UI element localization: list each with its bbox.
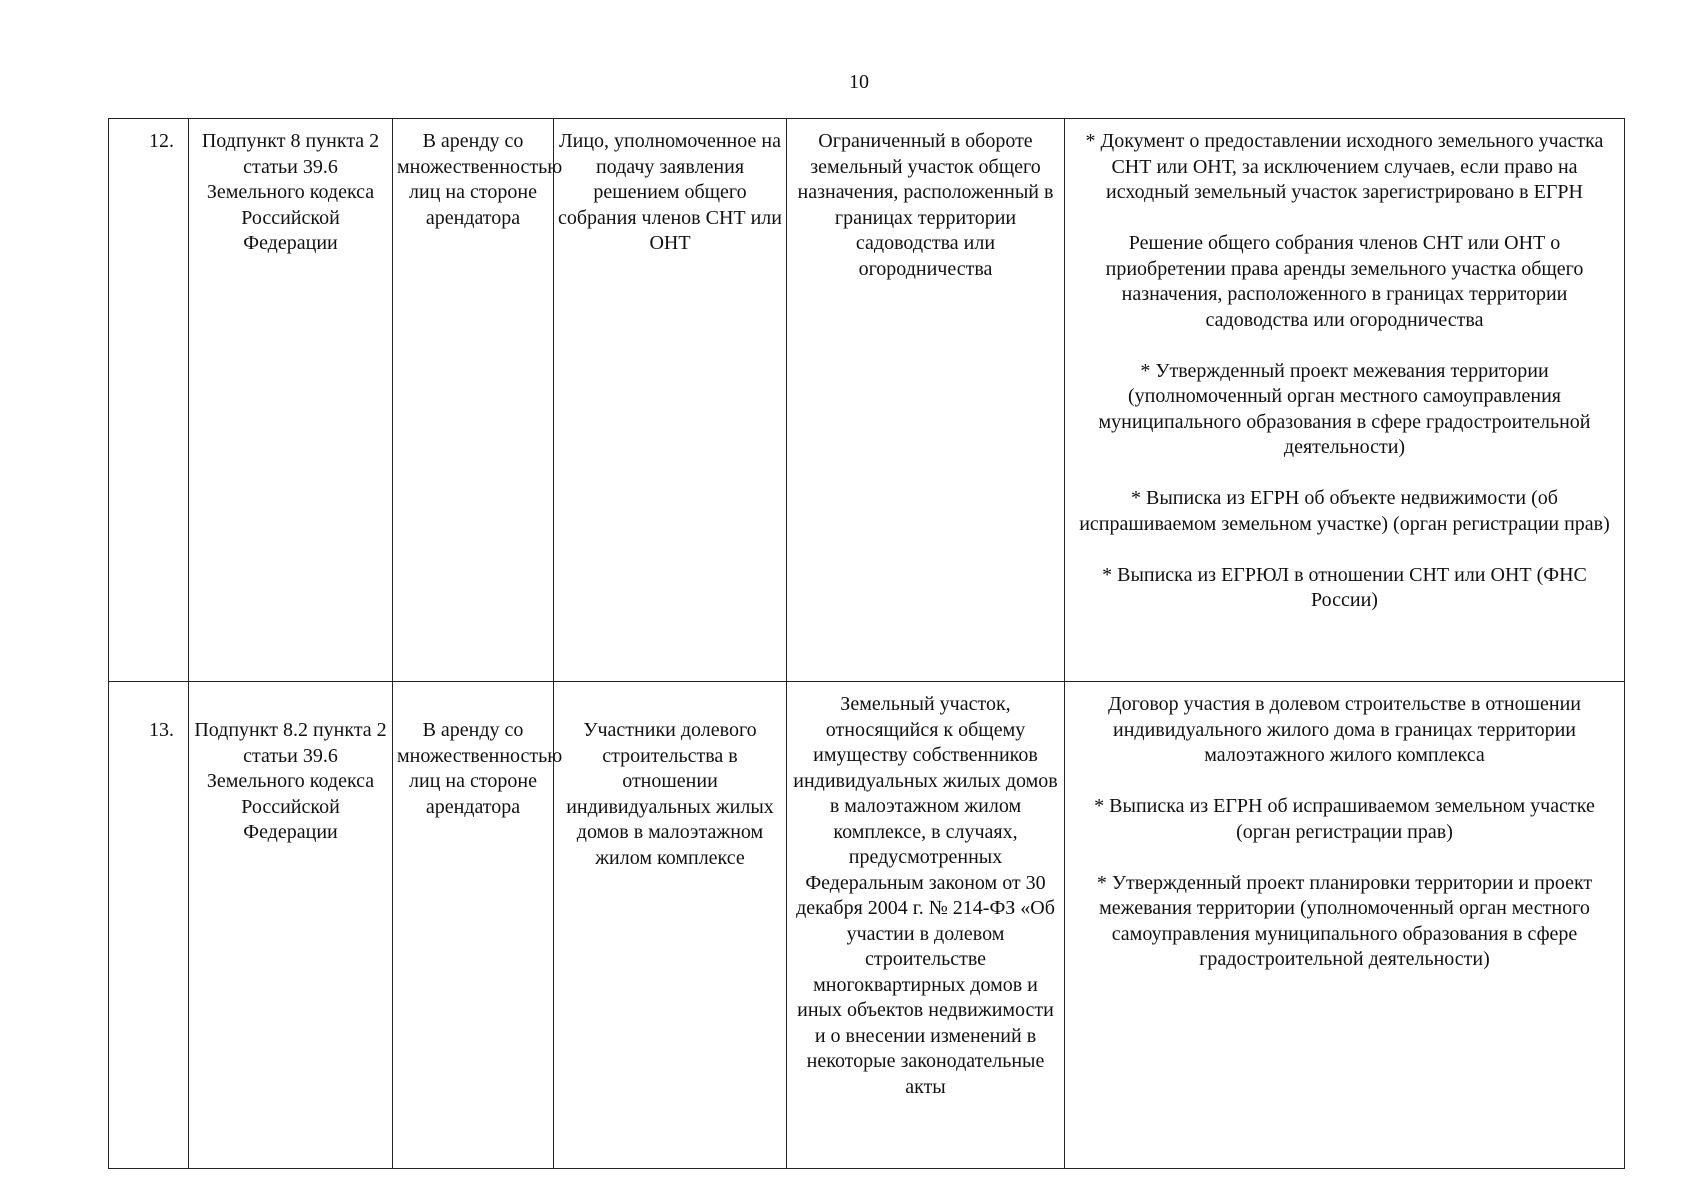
document-item: * Документ о предоставлении исходного земельного участка СНТ или ОНТ, за исключением случаев, если право на исходный земельный участок зарегистрировано в ЕГРН [1085,130,1604,203]
document-item: * Выписка из ЕГРЮЛ в отношении СНТ или ОНТ (ФНС России) [1102,563,1587,611]
grant-form-cell: В аренду со множественностью лиц на стороне арендатора [393,682,554,1169]
applicant-cell: Участники долевого строительства в отношении индивидуальных жилых домов в малоэтажном жилом комплексе [554,682,787,1169]
land-plot-cell: Ограниченный в обороте земельный участок общего назначения, расположенный в границах территории садоводства или огородничества [787,119,1065,682]
document-item: * Выписка из ЕГРН об объекте недвижимости (об испрашиваемом земельном участке) (орган регистрации прав) [1079,487,1610,535]
applicant-cell: Лицо, уполномоченное на подачу заявления решением общего собрания членов СНТ или ОНТ [554,119,787,682]
row-number: 12. [109,119,189,682]
grant-form-cell: В аренду со множественностью лиц на стороне арендатора [393,119,554,682]
document-item: * Утвержденный проект межевания территории (уполномоченный орган местного самоуправления муниципального образования в сфере градостроительной деятельности) [1098,359,1591,458]
document-table [108,118,1625,1169]
table-row [109,682,1625,1169]
page-number: 10 [849,71,869,93]
legal-basis-cell: Подпункт 8.2 пункта 2 статьи 39.6 Земельного кодекса Российской Федерации [189,682,393,1169]
documents-cell [1065,119,1625,682]
document-item: Решение общего собрания членов СНТ или ОНТ о приобретении права аренды земельного участка общего назначения, расположенного в границах территории садоводства или огородничества [1105,232,1584,331]
legal-basis-cell: Подпункт 8 пункта 2 статьи 39.6 Земельного кодекса Российской Федерации [189,119,393,682]
document-item: * Утвержденный проект планировки территории и проект межевания территории (уполномоченный орган местного самоуправления муниципального образования в сфере градостроительной деятельности) [1096,871,1593,970]
documents-cell [1065,682,1625,1169]
document-item: * Выписка из ЕГРН об испрашиваемом земельном участке (орган регистрации прав) [1094,795,1595,843]
table-row [109,119,1625,682]
document-item: Договор участия в долевом строительстве в отношении индивидуального жилого дома в границах территории малоэтажного жилого комплекса [1107,693,1582,766]
land-plot-cell: Земельный участок, относящийся к общему имуществу собственников индивидуальных жилых домов в малоэтажном жилом комплексе, в случаях, предусмотренных Федеральным законом от 30 декабря 2004 г. № 214-ФЗ «Об участии в долевом строительстве многоквартирных домов и иных объектов недвижимости и о внесении изменений в некоторые законодательные акты [787,682,1065,1169]
row-number: 13. [109,682,189,1169]
